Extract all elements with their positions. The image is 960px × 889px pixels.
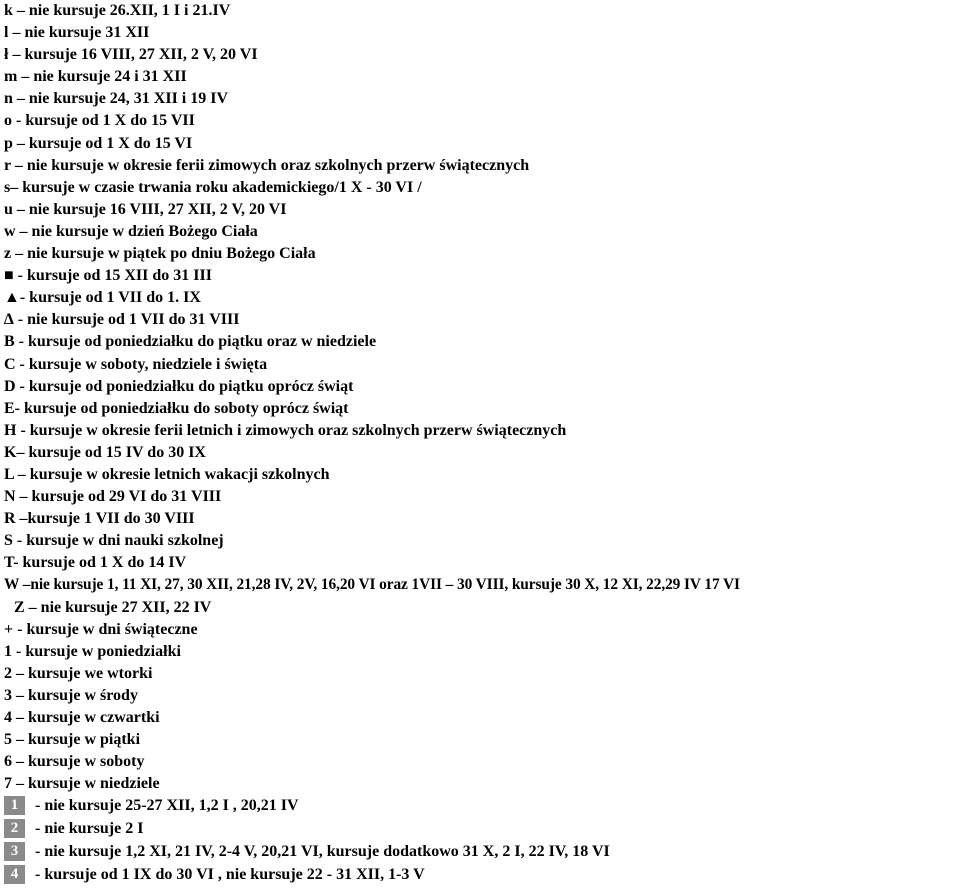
number-badge: 4 [4, 865, 25, 884]
legend-line-Z: Z – nie kursuje 27 XII, 22 IV [14, 598, 212, 616]
legend-line-l: l – nie kursuje 31 XII [4, 24, 150, 42]
number-badge: 3 [4, 842, 25, 861]
legend-badged-line-2 [4, 818, 960, 841]
legend-badged-line-3 [4, 841, 960, 864]
legend-line-o: o - kursuje od 1 X do 15 VII [4, 112, 195, 130]
badged-line-text: - nie kursuje 2 I [31, 820, 144, 838]
legend-line-6: 6 – kursuje w soboty [4, 753, 145, 771]
legend-line-2: 2 – kursuje we wtorki [4, 664, 153, 682]
number-badge: 2 [4, 819, 25, 838]
legend-line-H: H - kursuje w okresie ferii letnich i zimowych oraz szkolnych przerw świątecznych [4, 421, 567, 439]
legend-line-k: k – nie kursuje 26.XII, 1 I i 21.IV [4, 2, 231, 19]
legend-line-plus: + - kursuje w dni świąteczne [4, 620, 198, 638]
badged-line-text: - nie kursuje 1,2 XI, 21 IV, 2-4 V, 20,21 VI, kursuje dodatkowo 31 X, 2 I, 22 IV, 18 VI [31, 842, 610, 860]
legend-line-5: 5 – kursuje w piątki [4, 731, 141, 749]
legend-line-4: 4 – kursuje w czwartki [4, 709, 160, 726]
legend-line-L: L – kursuje w okresie letnich wakacji szkolnych [4, 465, 330, 483]
badged-line-text: - kursuje od 1 IX do 30 VI , nie kursuje 22 - 31 XII, 1-3 V [31, 865, 425, 883]
legend-line-l-stroke: ł – kursuje 16 VIII, 27 XII, 2 V, 20 VI [4, 46, 258, 64]
legend-line-7: 7 – kursuje w niedziele [4, 775, 160, 793]
legend-line-r: r – nie kursuje w okresie ferii zimowych oraz szkolnych przerw świątecznych [4, 156, 530, 174]
legend-line-delta: ∆ - nie kursuje od 1 VII do 31 VIII [4, 311, 240, 329]
legend-line-C: C - kursuje w soboty, niedziele i święta [4, 355, 268, 373]
legend-line-S: S - kursuje w dni nauki szkolnej [4, 532, 224, 550]
legend-line-w: w – nie kursuje w dzień Bożego Ciała [4, 222, 258, 240]
legend-badged-line-4 [4, 864, 960, 887]
legend-line-W: W –nie kursuje 1, 11 XI, 27, 30 XII, 21,28 IV, 2V, 16,20 VI oraz 1VII – 30 VIII, kursuje 30 X, 12 XI, 22,29 IV 17 VI [4, 576, 740, 594]
number-badge: 1 [4, 796, 25, 815]
legend-line-E: E- kursuje od poniedziałku do soboty oprócz świąt [4, 399, 349, 417]
legend-line-n: n – nie kursuje 24, 31 XII i 19 IV [4, 90, 229, 108]
legend-line-R: R –kursuje 1 VII do 30 VIII [4, 510, 195, 528]
legend-line-square: ■ - kursuje od 15 XII do 31 III [4, 267, 212, 285]
legend-line-u: u – nie kursuje 16 VIII, 27 XII, 2 V, 20 VI [4, 200, 287, 218]
legend-line-1: 1 - kursuje w poniedziałki [4, 642, 181, 660]
legend-line-m: m – nie kursuje 24 i 31 XII [4, 68, 187, 86]
legend-line-T: T- kursuje od 1 X do 14 IV [4, 554, 187, 572]
timetable-legend [4, 0, 960, 887]
legend-line-N: N – kursuje od 29 VI do 31 VIII [4, 488, 222, 506]
legend-badged-line-1 [4, 795, 960, 818]
legend-line-B: B - kursuje od poniedziałku do piątku oraz w niedziele [4, 333, 377, 351]
badged-line-text: - nie kursuje 25-27 XII, 1,2 I , 20,21 IV [31, 797, 299, 815]
legend-line-D: D - kursuje od poniedziałku do piątku oprócz świąt [4, 377, 354, 395]
legend-line-K: K– kursuje od 15 IV do 30 IX [4, 443, 206, 461]
legend-line-triangle: ▲- kursuje od 1 VII do 1. IX [4, 289, 201, 307]
legend-line-3: 3 – kursuje w środy [4, 686, 138, 704]
legend-line-z: z – nie kursuje w piątek po dniu Bożego Ciała [4, 245, 316, 263]
legend-line-s: s– kursuje w czasie trwania roku akademickiego/1 X - 30 VI / [4, 178, 422, 196]
legend-line-p: p – kursuje od 1 X do 15 VI [4, 134, 193, 152]
